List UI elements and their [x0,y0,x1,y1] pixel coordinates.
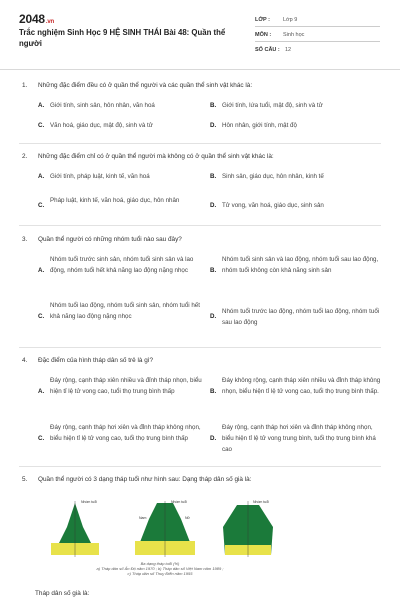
option-letter: C. [38,122,45,129]
meta-key: LỚP : [255,17,270,23]
site-logo[interactable] [19,12,54,26]
option-text: Nhóm tuổi trước lao động, nhóm tuổi lao động, nhóm tuổi sau lao động [222,308,380,326]
divider [255,41,380,42]
option-text: Giới tính, lứa tuổi, mật độ, sinh và tử [222,102,323,109]
label-female: Nữ [185,516,190,520]
option-text: Đáy rộng, cạnh tháp hơi xiên và đỉnh tháp không nhọn, biểu hiện tỉ lệ tử vong trung bình, tuổi thọ trung bình khá cao [222,424,376,453]
page-header [0,0,400,70]
option-letter: D. [210,122,217,129]
page-title: Trắc nghiệm Sinh Học 9 HỆ SINH THÁI Bài 48: Quần thể người [19,28,226,48]
option-text: Văn hoá, giáo dục, mật độ, sinh và tử [50,122,153,129]
caption-line: a) Tháp dân số Ấn Độ năm 1970 ; b) Tháp dân số Việt Nam năm 1989 ; [96,566,224,571]
option-letter: A. [38,102,45,109]
question-number: 2. [22,153,28,160]
option-text: Hôn nhân, giới tính, mật độ [222,122,297,129]
question-text: Quần thể người có 3 dạng tháp tuổi như hình sau: Dạng tháp dân số già là: [38,476,252,483]
option-letter: C. [38,313,45,320]
population-pyramid-figure [35,497,285,587]
option-letter: B. [210,173,217,180]
option-letter: B. [210,102,217,109]
option-letter: D. [210,435,217,442]
question-number: 4. [22,357,28,364]
label-male: Nam [139,516,147,520]
option-text: Nhóm tuổi trước sinh sản, nhóm tuổi sinh sản và lao động, nhóm tuổi hết khả năng lao động nặng nhọc [50,256,194,274]
question-number: 5. [22,476,28,483]
option-letter: B. [210,267,217,274]
option-letter: A. [38,267,45,274]
label-age-a: Nhóm tuổi [81,500,97,504]
option-text: Đáy rộng, cạnh tháp xiên nhiều và đỉnh tháp nhọn, biểu hiện tỉ lệ tử vong cao, tuổi thọ trung bình thấp [50,377,202,395]
option-text: Giới tính, pháp luật, kinh tế, văn hoá [50,173,150,180]
meta-key: SỐ CÂU : [255,47,280,53]
divider [19,466,381,467]
caption-line: Ba dạng tháp tuổi (%) [140,561,180,566]
option-letter: C. [38,435,45,442]
meta-value: Sinh học [283,32,305,38]
meta-value: 12 [285,47,292,53]
divider [19,347,381,348]
option-letter: D. [210,202,217,209]
question-number: 1. [22,82,28,89]
question-text: Những đặc điểm chỉ có ở quần thể người mà không có ở quần thể sinh vật khác là: [38,153,274,160]
meta-value: Lớp 9 [283,17,298,23]
option-letter: D. [210,313,217,320]
figure-caption [35,561,285,576]
answer-prompt: Tháp dân số già là: [35,590,90,597]
question-text: Đặc điểm của hình tháp dân số trẻ là gì? [38,357,154,364]
option-letter: C. [38,202,45,209]
option-text: Nhóm tuổi sinh sản và lao động, nhóm tuổi sau lao động, nhóm tuổi không còn khả năng sinh sản [222,256,379,274]
pyramid-a [51,501,99,557]
question-text: Quần thể người có những nhóm tuổi nào sau đây? [38,236,182,243]
pyramid-b [135,501,195,557]
option-letter: A. [38,388,45,395]
option-text: Nhóm tuổi lao động, nhóm tuổi sinh sản, nhóm tuổi hết khả năng lao động nặng nhọc [50,302,200,320]
label-age-b: Nhóm tuổi [171,500,187,504]
option-text: Đáy rộng, cạnh tháp hơi xiên và đỉnh tháp không nhọn, biểu hiện tỉ lệ tử vong cao, tuổi thọ trung bình thấp [50,424,201,442]
caption-line: c) Tháp dân số Thuỵ Điển năm 1955 [127,571,193,576]
option-letter: A. [38,173,45,180]
question-number: 3. [22,236,28,243]
label-age-c: Nhóm tuổi [253,500,269,504]
divider [19,143,381,144]
option-letter: B. [210,388,217,395]
option-text: Đáy không rộng, cạnh tháp xiên nhiều và đỉnh tháp không nhọn, biểu hiện tỉ lệ tử vong cao, tuổi thọ trung bình thấp. [222,377,381,395]
question-text: Những đặc điểm đều có ở quần thể người và các quần thể sinh vật khác là: [38,82,253,89]
option-text: Giới tính, sinh sản, hôn nhân, văn hoá [50,102,155,109]
option-text: Pháp luật, kinh tế, văn hoá, giáo dục, hôn nhân [50,197,180,204]
meta-key: MÔN : [255,32,272,38]
pyramid-svg [35,497,285,561]
logo-suffix: .vn [45,19,54,25]
option-text: Sinh sản, giáo dục, hôn nhân, kinh tế [222,173,324,180]
divider [19,225,381,226]
option-text: Tử vong, văn hoá, giáo dục, sinh sản [222,202,324,209]
pyramid-c [223,501,273,557]
divider [255,26,380,27]
logo-text: 2048 [19,12,45,26]
